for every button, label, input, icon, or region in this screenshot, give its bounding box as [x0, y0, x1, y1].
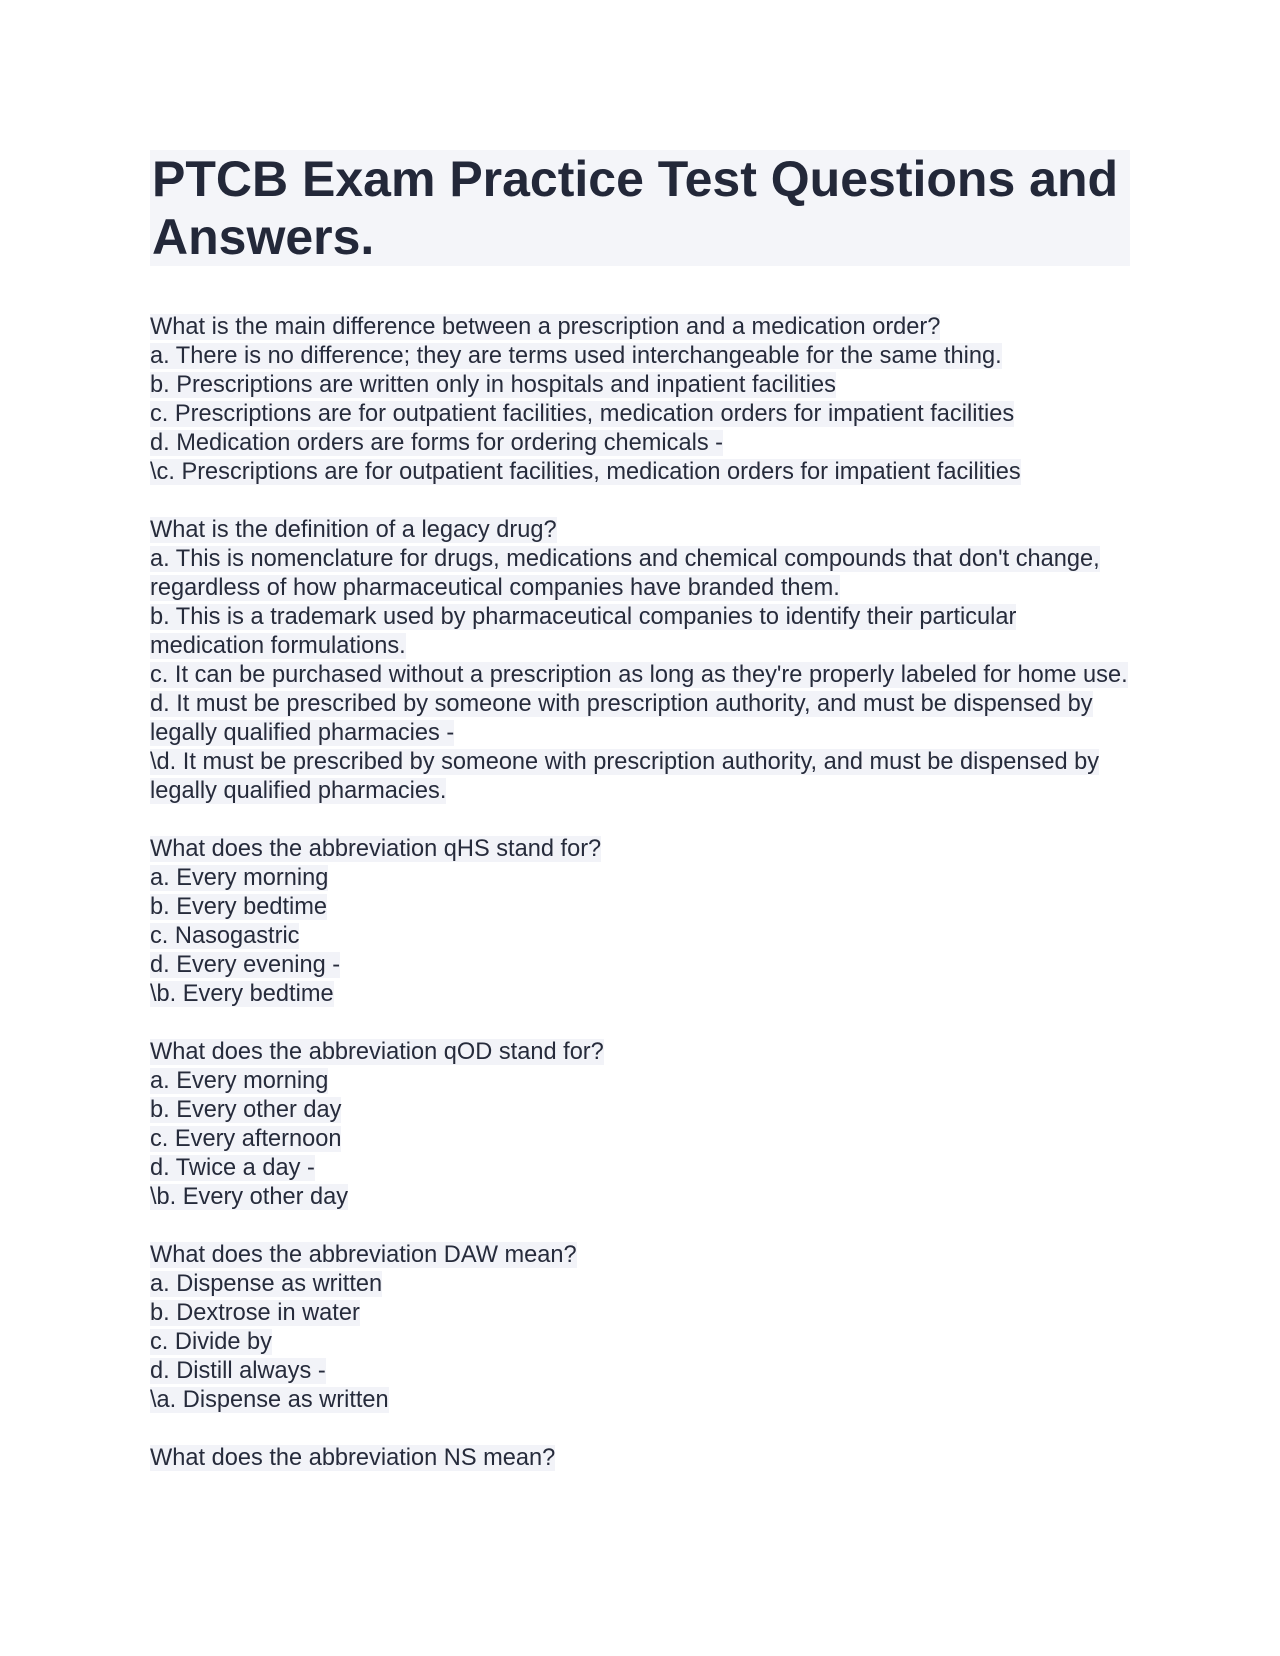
correct-answer: \b. Every bedtime [150, 981, 334, 1007]
correct-answer: \c. Prescriptions are for outpatient facilities, medication orders for impatient facilities [150, 459, 1021, 485]
question-text: What is the main difference between a prescription and a medication order? [150, 314, 941, 340]
correct-answer: \a. Dispense as written [150, 1387, 389, 1413]
answer-option: b. Every bedtime [150, 894, 328, 920]
answer-option: b. Every other day [150, 1097, 342, 1123]
correct-answer: \b. Every other day [150, 1184, 349, 1210]
answer-option: d. It must be prescribed by someone with prescription authority, and must be dispensed by legally qualified pharmacies - [150, 691, 1093, 746]
answer-option: c. Prescriptions are for outpatient facilities, medication orders for impatient facilities [150, 401, 1015, 427]
document-page [150, 150, 1130, 1502]
question-block [150, 516, 1130, 806]
question-text: What does the abbreviation NS mean? [150, 1445, 556, 1471]
answer-option: c. Every afternoon [150, 1126, 342, 1152]
question-block [150, 835, 1130, 1009]
document-title: PTCB Exam Practice Test Questions and Answers. [150, 150, 1130, 266]
answer-option: c. Nasogastric [150, 923, 300, 949]
answer-option: a. Dispense as written [150, 1271, 383, 1297]
question-block [150, 1241, 1130, 1415]
answer-option: d. Twice a day - [150, 1155, 315, 1181]
question-text: What does the abbreviation qHS stand for? [150, 836, 602, 862]
question-block [150, 1038, 1130, 1212]
question-text: What does the abbreviation qOD stand for? [150, 1039, 604, 1065]
answer-option: d. Medication orders are forms for ordering chemicals - [150, 430, 724, 456]
correct-answer: \d. It must be prescribed by someone with prescription authority, and must be dispensed by legally qualified pharmacies. [150, 749, 1100, 804]
question-text: What does the abbreviation DAW mean? [150, 1242, 577, 1268]
answer-option: a. Every morning [150, 865, 329, 891]
question-block [150, 313, 1130, 487]
question-block [150, 1444, 1130, 1473]
answer-option: a. Every morning [150, 1068, 329, 1094]
answer-option: c. Divide by [150, 1329, 272, 1355]
answer-option: c. It can be purchased without a prescription as long as they're properly labeled for home use. [150, 662, 1128, 688]
answer-option: a. This is nomenclature for drugs, medications and chemical compounds that don't change, regardless of how pharmaceutical companies have branded them. [150, 546, 1100, 601]
answer-option: a. There is no difference; they are terms used interchangeable for the same thing. [150, 343, 1002, 369]
answer-option: d. Every evening - [150, 952, 341, 978]
answer-option: b. This is a trademark used by pharmaceutical companies to identify their particular medication formulations. [150, 604, 1017, 659]
answer-option: d. Distill always - [150, 1358, 326, 1384]
answer-option: b. Dextrose in water [150, 1300, 360, 1326]
question-text: What is the definition of a legacy drug? [150, 517, 557, 543]
question-list [150, 313, 1130, 1473]
answer-option: b. Prescriptions are written only in hospitals and inpatient facilities [150, 372, 836, 398]
